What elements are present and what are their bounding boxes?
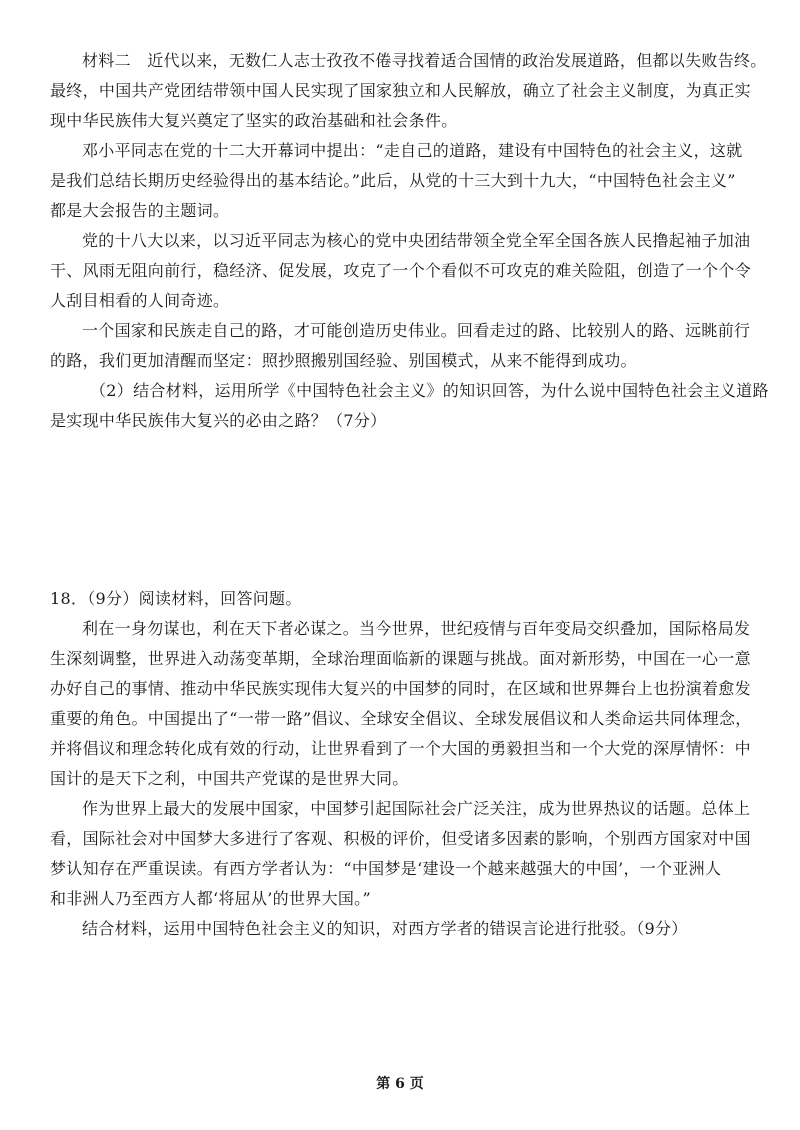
question-line: 是实现中华民族伟大复兴的必由之路？（7分） <box>50 411 387 430</box>
page-number: 第 6 页 <box>376 1076 424 1092</box>
text-line: 并将倡议和理念转化成有效的行动，让世界看到了一个大国的勇毅担当和一个大党的深厚情怀：中 <box>50 739 751 758</box>
text-line: 现中华民族伟大复兴奠定了坚实的政治基础和社会条件。 <box>50 111 458 130</box>
text-line: 作为世界上最大的发展中国家，中国梦引起国际社会广泛关注，成为世界热议的话题。总体上 <box>82 799 751 818</box>
text-line: 最终，中国共产党团结带领中国人民实现了国家独立和人民解放，确立了社会主义制度，为真正实 <box>50 81 751 100</box>
text-line: 利在一身勿谋也，利在天下者必谋之。当今世界，世纪疫情与百年变局交织叠加，国际格局发 <box>82 619 751 638</box>
question-2 <box>50 376 769 436</box>
text-line: 一个国家和民族走自己的路，才可能创造历史伟业。回看走过的路、比较别人的路、远眺前行 <box>82 321 751 340</box>
text-line: 的路，我们更加清醒而坚定：照抄照搬别国经验、别国模式，从来不能得到成功。 <box>50 351 637 370</box>
q18-paragraph-1 <box>50 614 760 794</box>
text-line: 邓小平同志在党的十二大开幕词中提出：“走自己的道路，建设有中国特色的社会主义，这就 <box>82 141 743 160</box>
material2-paragraph-1 <box>50 46 767 136</box>
question-line: （2）结合材料，运用所学《中国特色社会主义》的知识回答，为什么说中国特色社会主义道路 <box>90 381 769 400</box>
text-line: 干、风雨无阻向前行，稳经济、促发展，攻克了一个个看似不可攻克的难关险阻，创造了一个个令 <box>50 261 751 280</box>
text-line: 是我们总结长期历史经验得出的基本结论。”此后，从党的十三大到十九大，“中国特色社会主义” <box>50 171 736 190</box>
text-line: 材料二 近代以来，无数仁人志士孜孜不倦寻找着适合国情的政治发展道路，但都以失败告终。 <box>82 51 767 70</box>
text-line: 都是大会报告的主题词。 <box>50 201 230 220</box>
text-line: 梦认知存在严重误读。有西方学者认为：“中国梦是‘建设一个越来越强大的中国’，一个亚洲人 <box>50 859 722 878</box>
text-line: 看，国际社会对中国梦大多进行了客观、积极的评价，但受诸多因素的影响，个别西方国家对中国 <box>50 829 751 848</box>
document-page <box>50 46 769 944</box>
question-18-header: 18．（9分）阅读材料，回答问题。 <box>50 589 302 608</box>
text-line: 人刮目相看的人间奇迹。 <box>50 291 230 310</box>
q18-paragraph-2 <box>50 794 760 914</box>
q18-question: 结合材料，运用中国特色社会主义的知识，对西方学者的错误言论进行批驳。（9分） <box>82 919 688 938</box>
answer-space <box>50 436 760 584</box>
text-line: 重要的角色。中国提出了“一带一路”倡议、全球安全倡议、全球发展倡议和人类命运共同体理念， <box>50 709 752 728</box>
material2-paragraph-4 <box>50 316 760 376</box>
material2-paragraph-3 <box>50 226 760 316</box>
text-line: 办好自己的事情、推动中华民族实现伟大复兴的中国梦的同时，在区域和世界舞台上也扮演着愈发 <box>50 679 751 698</box>
question-18 <box>50 584 760 944</box>
material2-paragraph-2 <box>50 136 760 226</box>
text-line: 和非洲人乃至西方人都‘将屈从’的世界大国。” <box>50 889 371 908</box>
text-line: 国计的是天下之利，中国共产党谋的是世界大同。 <box>50 769 409 788</box>
text-line: 生深刻调整，世界进入动荡变革期，全球治理面临新的课题与挑战。面对新形势，中国在一心一意 <box>50 649 751 668</box>
text-line: 党的十八大以来，以习近平同志为核心的党中央团结带领全党全军全国各族人民撸起袖子加油 <box>82 231 751 250</box>
